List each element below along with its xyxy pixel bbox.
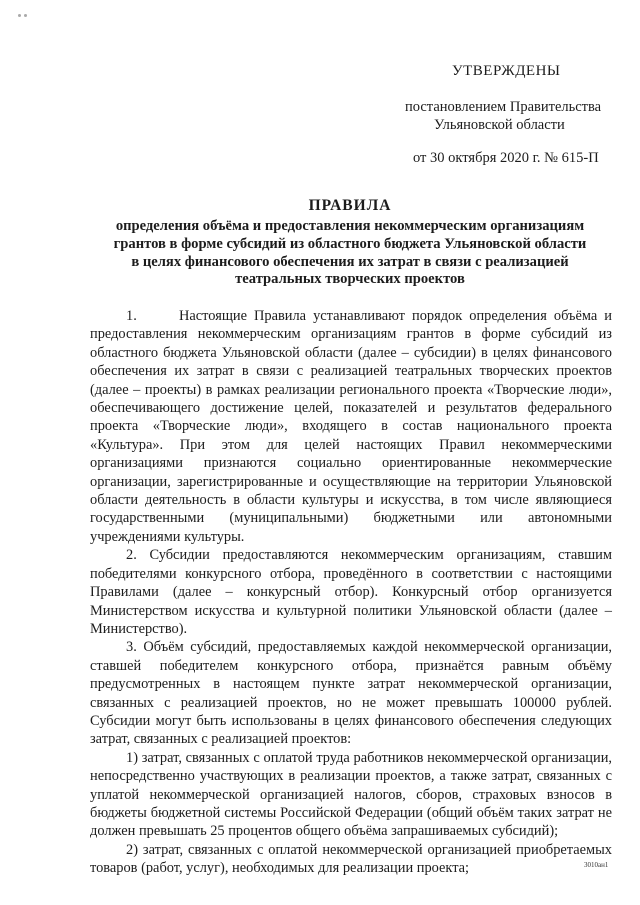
approved-region-line: Ульяновской области bbox=[434, 117, 565, 133]
document-subtitle-line: в целях финансового обеспечения их затрат в связи с реализацией bbox=[131, 253, 569, 270]
approval-date-line: от 30 октября 2020 г. № 615-П bbox=[413, 150, 599, 166]
scan-artifact-dot bbox=[24, 14, 27, 17]
document-body bbox=[90, 307, 612, 878]
paragraph-3-item-1: 1) затрат, связанных с оплатой труда работников некоммерческой организации, непосредственно участвующих в реализации проектов, а также затрат, связанных с уплатой некоммерческой организацией налогов, сборов, страховых взносов в бюджеты бюджетной системы Российской Федерации (общий объём таких затрат не должен превышать 25 процентов общего объёма запрашиваемых субсидий); bbox=[90, 749, 612, 840]
paragraph-3-item-2: 2) затрат, связанных с оплатой некоммерческой организацией приобретаемых товаров (работ, услуг), необходимых для реализации проекта; bbox=[90, 841, 612, 877]
document-title: ПРАВИЛА bbox=[308, 197, 392, 214]
paragraph-1: 1. Настоящие Правила устанавливают порядок определения объёма и предоставления некоммерческим организациям грантов в форме субсидий из областного бюджета Ульяновской области (далее – субсидии) в целях финансового обеспечения их затрат в связи с реализацией театральных творческих проектов (далее – проекты) в рамках реализации регионального проекта «Творческие люди», обеспечивающего достижение целей, показателей и результатов федерального проекта «Творческие люди», входящего в состав национального проекта «Культура». При этом для целей настоящих Правил некоммерческими организациями признаются социально ориентированные некоммерческие организации, зарегистрированные и осуществляющие на территории Ульяновской области деятельность в области культуры и искусства, в том числе являющиеся государственными (муниципальными) бюджетными или автономными учреждениями культуры. bbox=[90, 308, 612, 545]
document-subtitle-line: грантов в форме субсидий из областного бюджета Ульяновской области bbox=[113, 235, 587, 252]
document-subtitle-line: театральных творческих проектов bbox=[235, 271, 465, 288]
document-stamp-code: 3010ан1 bbox=[584, 861, 609, 869]
approved-by-line: постановлением Правительства bbox=[405, 99, 602, 115]
paragraph-2: 2. Субсидии предоставляются некоммерческим организациям, ставшим победителями конкурсного отбора, проведённого в соответствии с настоящими Правилами (далее – конкурсный отбор). Конкурсный отбор организуется Министерством искусства и культурной политики Ульяновской области (далее – Министерство). bbox=[90, 547, 612, 637]
paragraph-3: 3. Объём субсидий, предоставляемых каждой некоммерческой организации, ставшей победителем конкурсного отбора, признаётся равным объёму предусмотренных в настоящем пункте затрат некоммерческой организации, связанных с реализацией проектов, но не может превышать 100000 рублей. Субсидии могут быть использованы в целях финансового обеспечения следующих затрат, связанных с реализацией проектов: bbox=[90, 639, 612, 748]
scan-artifact-dot bbox=[18, 14, 21, 17]
document-subtitle-line: определения объёма и предоставления некоммерческим организациям bbox=[115, 218, 585, 234]
document-title-block bbox=[80, 197, 620, 289]
approved-heading: УТВЕРЖДЕНЫ bbox=[452, 63, 561, 79]
